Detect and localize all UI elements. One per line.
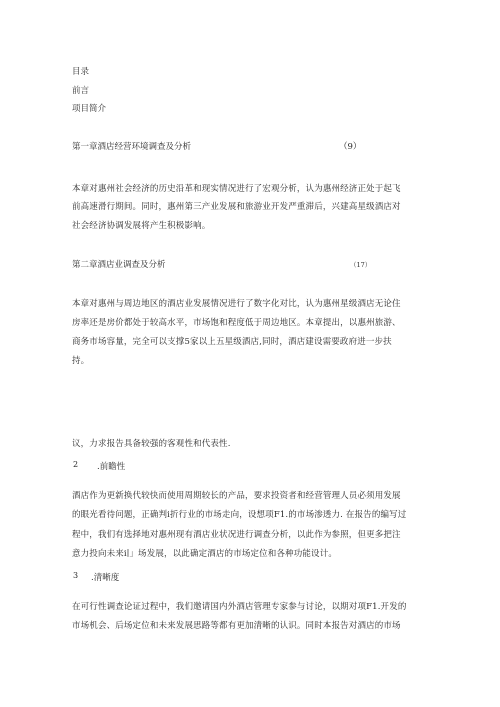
chapter2-page-number: （17） — [350, 261, 372, 269]
chapter2-line-3: 商务市场容量，完全可以支撑5家以上五星级酒店,同时，酒店建设需要政府进一步扶 — [72, 337, 392, 347]
section-intro-line: 议，力求报告具备较强的客观性和代表性. — [72, 439, 231, 449]
item2-number: 2 — [73, 460, 79, 469]
chapter1-title: 第一章酒店经营环境调查及分析 — [72, 142, 192, 152]
chapter1-line-1: 本章对惠州社会经济的历史沿革和现实情况进行了宏观分析，认为惠州经济正处于起飞 — [72, 184, 401, 194]
item3-line-1: 在可行性调查论证过程中，我们邀请国内外酒店管理专家参与讨论，以期对项F1.开发的 — [72, 602, 407, 612]
toc-item-preface: 前言 — [72, 86, 90, 96]
item2-line-3: 程中，我们有选择地对惠州现有酒店业状况进行调查分析，以此作为参照，但更多把注 — [72, 530, 401, 540]
chapter2-line-1: 本章对惠州与周边地区的酒店业发展情况进行了数字化对比，认为惠州星级酒店无论住 — [72, 299, 401, 309]
chapter2-line-2: 房率还是房价都处于较高水平，市场饱和程度低于周边地区。本章提出，以惠州旅游、 — [72, 318, 401, 328]
toc-heading: 目录 — [72, 67, 90, 77]
item3-line-2: 市场机会、后场定位和未来发展思路等都有更加清晰的认识。同时本报告对酒店的市场 — [72, 621, 401, 631]
item2-line-1: 酒店作为更新换代较快而使用周期较长的产品，要求投资者和经营管理人员必须用发展 — [72, 491, 401, 501]
item2-line-4: 意力投向未来i∣」场发展，以此确定酒店的市场定位和各种功能设计。 — [72, 549, 337, 559]
chapter1-line-2: 前高速滑行期间。同时，惠州第三产业发展和旅游业开发严重滞后，兴建高星级酒店对 — [72, 202, 401, 212]
item3-title: .清晰度 — [91, 573, 120, 583]
item2-title: .前瞻性 — [97, 462, 126, 472]
item3-number: 3 — [73, 571, 79, 580]
toc-item-project-intro: 项目简介 — [72, 104, 107, 114]
chapter1-page-number: （9） — [339, 142, 362, 152]
item2-line-2: 的眼光看待问题，正确判i折行业的市场走向，设想项F1.的市场渗透力. 在报告的编写过 — [72, 510, 407, 520]
chapter2-line-4: 持。 — [72, 356, 90, 366]
chapter2-title: 第二章酒店业调查及分析 — [72, 260, 166, 270]
chapter1-line-3: 社会经济协调发展将产生积极影响。 — [72, 221, 211, 231]
